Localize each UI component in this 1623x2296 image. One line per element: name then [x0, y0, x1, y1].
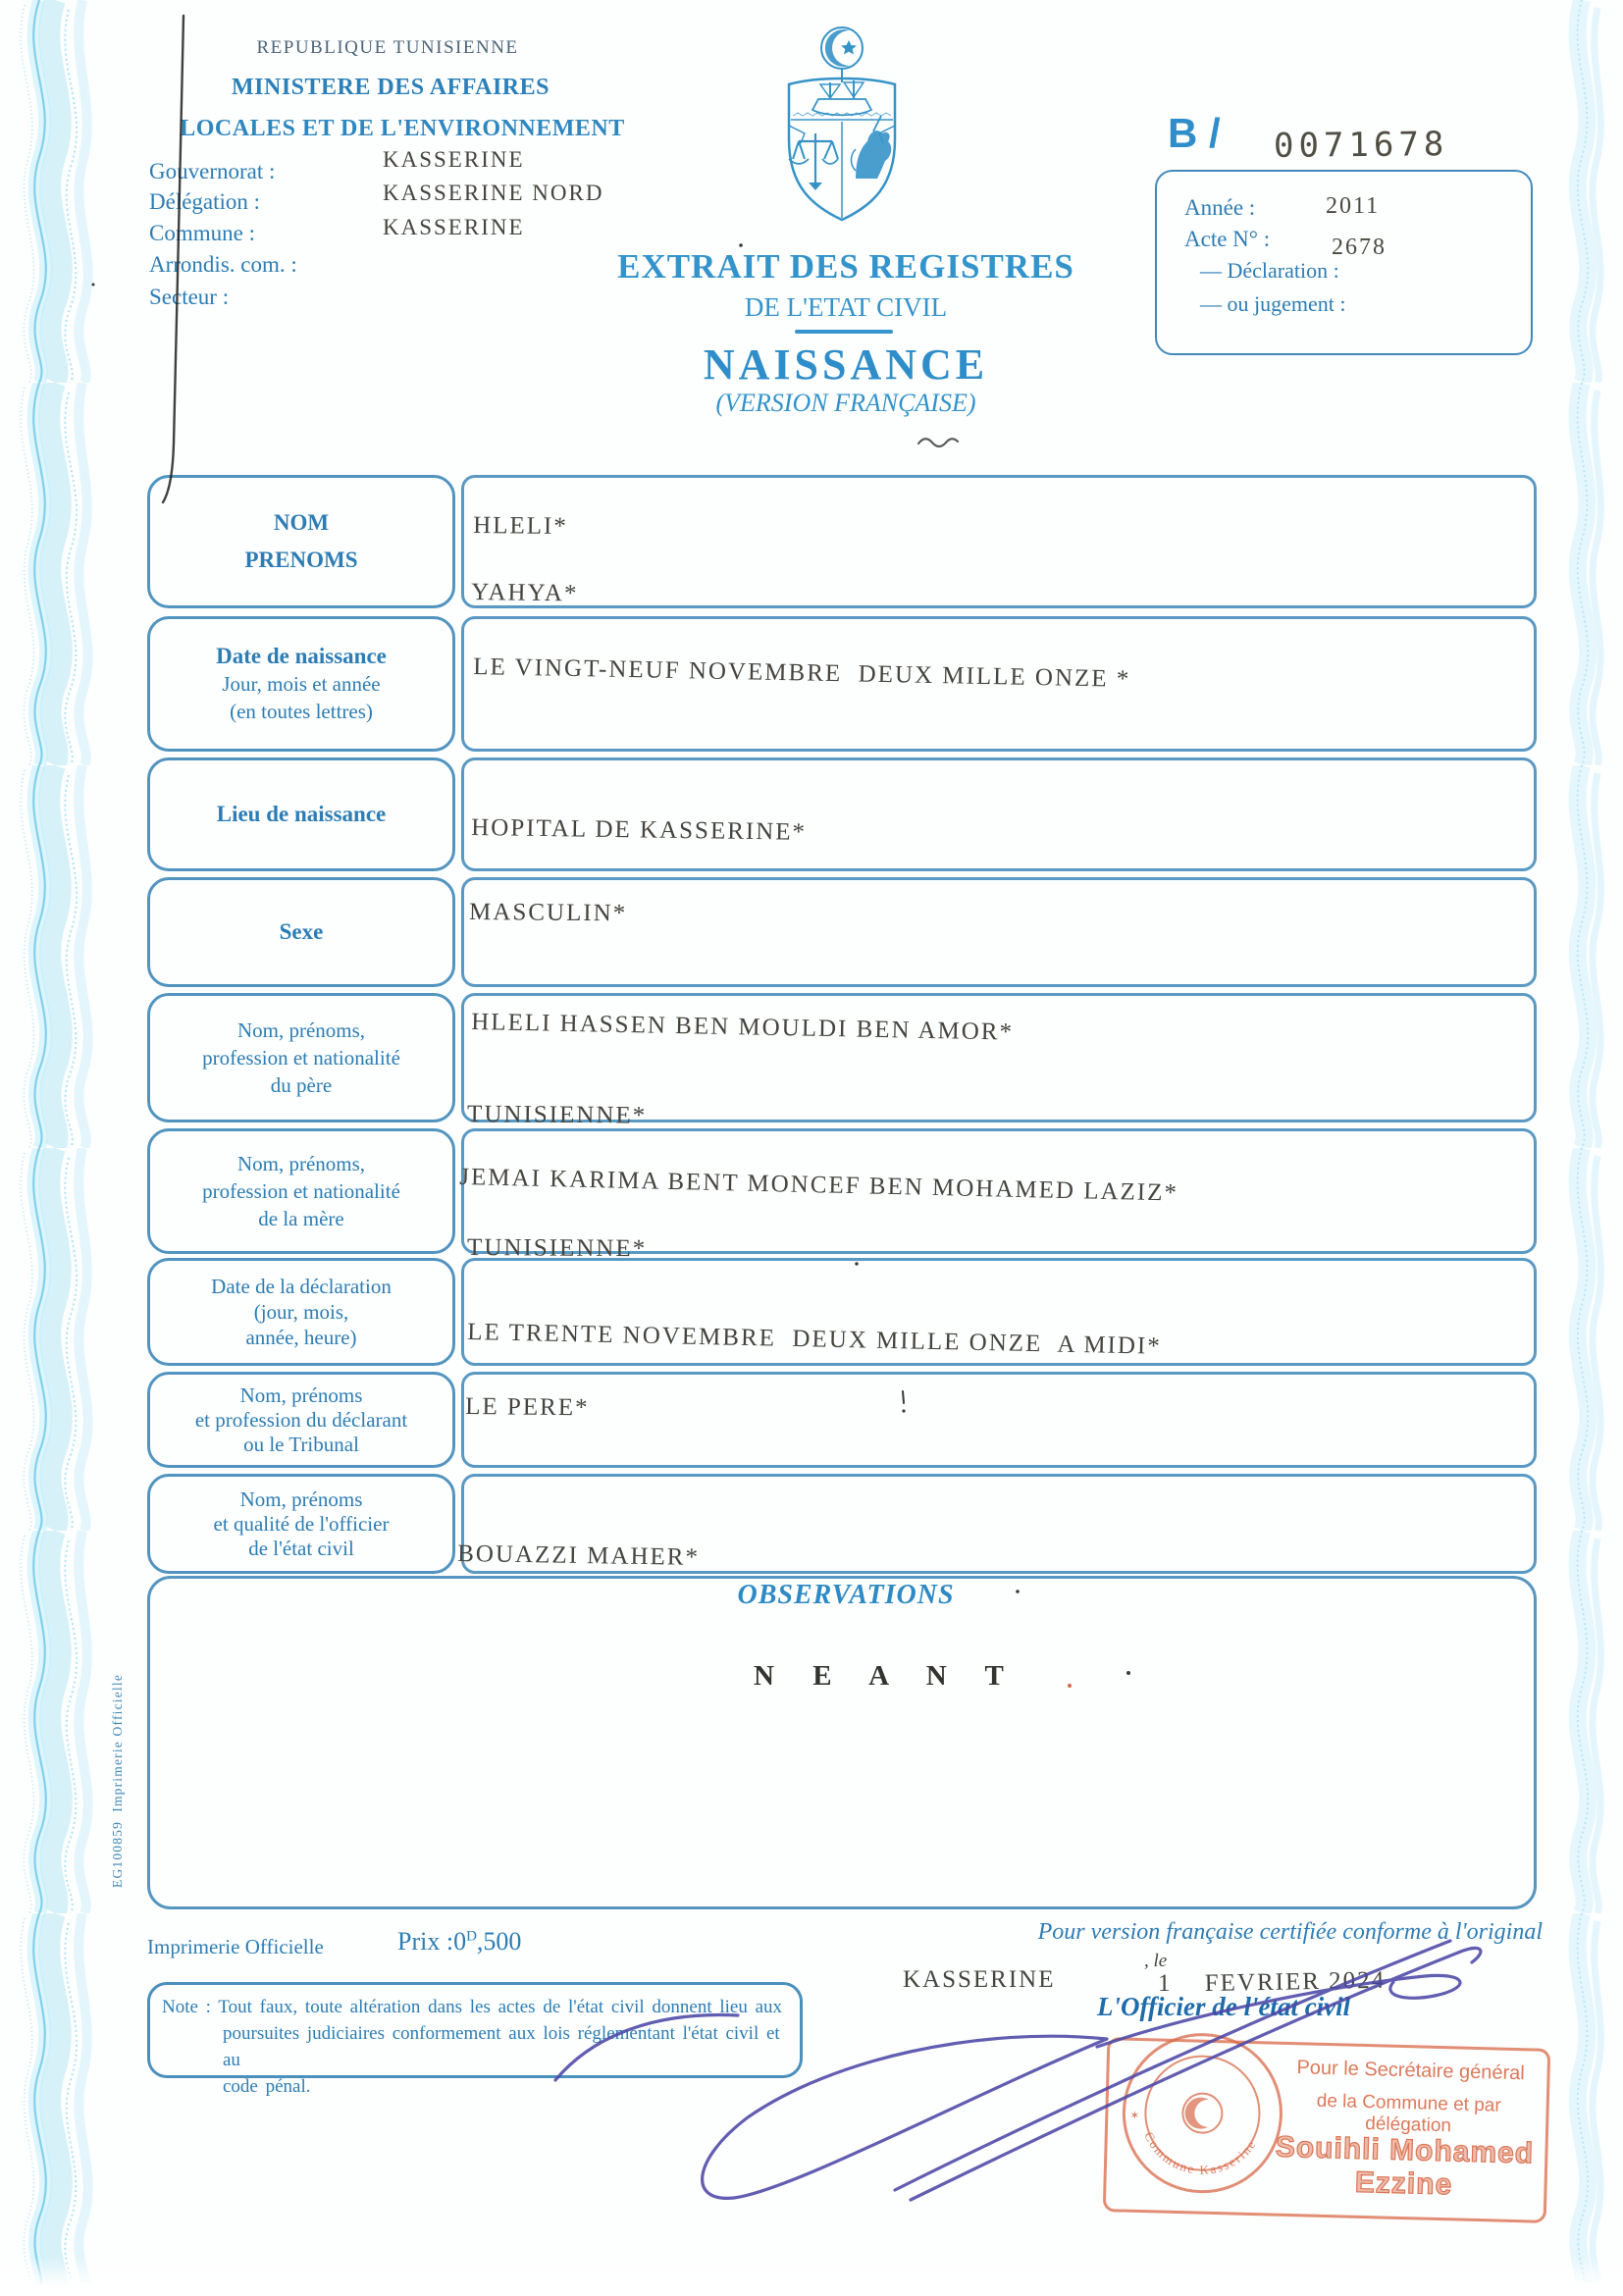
stamp-line2: de la Commune et par délégation — [1316, 2090, 1501, 2137]
field-label-lieu-naissance — [147, 757, 455, 871]
note-line: code pénal. — [223, 2076, 311, 2097]
value-lieu-naissance: HOPITAL DE KASSERINE* — [471, 814, 808, 846]
serial-prefix: B / — [1168, 110, 1221, 156]
field-label-line: NOM — [273, 510, 330, 535]
field-label-declarant — [147, 1372, 455, 1468]
official-stamp — [1103, 2037, 1551, 2223]
field-label-line: (jour, mois, — [253, 1300, 349, 1324]
republic-title: REPUBLIQUE TUNISIENNE — [256, 37, 519, 58]
note-line: Note : Tout faux, toute altération dans les actes de l'état civil donnent lieu aux — [162, 1997, 783, 2017]
field-label-line: (en toutes lettres) — [230, 700, 373, 723]
label-commune: Commune : — [149, 221, 255, 245]
prix-superscript: D — [466, 1928, 477, 1945]
stamp-line1: Pour le Secrétaire général — [1296, 2057, 1526, 2085]
field-label-line: Sexe — [279, 919, 324, 944]
field-value-box-declarant — [461, 1372, 1537, 1468]
field-label-line: année, heure) — [245, 1326, 357, 1349]
observations-value: N E A N T — [754, 1660, 1020, 1692]
field-label-line: Nom, prénoms, — [236, 1152, 366, 1175]
certification-place: KASSERINE — [903, 1966, 1056, 1993]
field-label-date-naissance — [147, 616, 455, 752]
label-delegation: Délégation : — [149, 189, 261, 214]
value-pere: HLELI HASSEN BEN MOULDI BEN AMOR* — [471, 1009, 1015, 1046]
field-label-line: Jour, mois et année — [222, 672, 381, 696]
document-title: EXTRAIT DES REGISTRES — [617, 247, 1074, 286]
field-label-officier — [147, 1474, 455, 1574]
field-label-mere — [147, 1128, 455, 1254]
act-type-title: NAISSANCE — [703, 340, 989, 389]
field-label-line: et qualité de l'officier — [213, 1511, 390, 1536]
imprimerie-label: Imprimerie Officielle — [147, 1935, 324, 1958]
certification-statement: Pour version française certifiée conforme à l'original — [1037, 1919, 1543, 1945]
field-label-line: Nom, prénoms — [239, 1383, 363, 1407]
field-label-line: et profession du déclarant — [194, 1407, 408, 1432]
value-delegation: KASSERINE NORD — [383, 181, 604, 205]
stamp-signatory-name: Souihli Mohamed Ezzine — [1275, 2130, 1535, 2202]
stamp-seal-icon — [1112, 2024, 1293, 2206]
guilloche-right-strip — [1546, 0, 1617, 2296]
field-label-line: de la mère — [258, 1207, 344, 1230]
field-label-line: de l'état civil — [248, 1536, 354, 1560]
value-nationalite-pere: TUNISIENNE* — [467, 1101, 648, 1129]
annee-value: 2011 — [1326, 193, 1381, 219]
serial-number: 0071678 — [1273, 125, 1449, 166]
field-label-date-declaration — [147, 1258, 455, 1366]
label-gouvernorat: Gouvernorat : — [149, 159, 276, 183]
seal-text: Commune Kasserine — [1141, 2129, 1260, 2178]
field-label-line: Nom, prénoms — [239, 1487, 363, 1511]
value-prenom: YAHYA* — [471, 579, 579, 607]
value-mere: JEMAI KARIMA BENT MONCEF BEN MOHAMED LAZIZ* — [459, 1164, 1179, 1207]
officer-signature-title: L'Officier de l'état civil — [1097, 1992, 1351, 2021]
field-label-line: Nom, prénoms, — [236, 1018, 366, 1042]
label-arrondissement: Arrondis. com. : — [149, 252, 297, 277]
value-declarant: LE PERE* — [465, 1393, 590, 1422]
acte-numero-value: 2678 — [1332, 235, 1387, 260]
field-label-line: ou le Tribunal — [243, 1432, 359, 1456]
field-label-line: PRENOMS — [244, 548, 358, 572]
field-label-sexe — [147, 877, 455, 987]
field-label-nom-prenoms — [147, 475, 455, 608]
small-squiggle-mark — [918, 439, 958, 446]
certification-date-day: 1 — [1158, 1970, 1173, 1997]
value-officier: BOUAZZI MAHER* — [457, 1540, 701, 1571]
observations-title: OBSERVATIONS — [737, 1580, 955, 1610]
note-line: poursuites judiciaires conformement aux lois réglementant l'état civil et au — [223, 2023, 780, 2070]
value-date-naissance: LE VINGT-NEUF NOVEMBRE DEUX MILLE ONZE * — [473, 653, 1131, 693]
value-nationalite-mere: TUNISIENNE* — [467, 1234, 648, 1263]
value-gouvernorat: KASSERINE — [383, 147, 525, 172]
prix-decimals: ,500 — [476, 1927, 522, 1956]
document-subtitle: DE L'ETAT CIVIL — [744, 292, 948, 322]
observations-box — [147, 1576, 1537, 1909]
field-label-line: Date de la déclaration — [211, 1275, 392, 1298]
field-value-box-sexe — [461, 877, 1537, 987]
ministry-line2: LOCALES ET DE L'ENVIRONNEMENT — [180, 116, 625, 141]
field-label-pere — [147, 993, 455, 1122]
subtitle-underline — [795, 330, 893, 334]
tunisia-coat-of-arms-icon — [777, 24, 907, 225]
prix-label — [397, 1927, 521, 1957]
annee-label: Année : — [1184, 195, 1256, 220]
field-label-line: profession et nationalité — [202, 1179, 400, 1203]
svg-text:Commune Kasserine — [1140, 2129, 1260, 2179]
acte-numero-label: Acte N° : — [1184, 227, 1271, 251]
declaration-label: — Déclaration : — [1200, 258, 1339, 283]
seal-star-decoration: ✶ — [1129, 2108, 1140, 2123]
value-nom: HLELI* — [473, 512, 568, 541]
field-value-box-nom-prenoms — [461, 475, 1537, 608]
version-subtitle: (VERSION FRANÇAISE) — [715, 389, 976, 417]
prix-text: Prix :0 — [397, 1927, 467, 1956]
jugement-label: — ou jugement : — [1200, 291, 1346, 316]
legal-note-box — [147, 1982, 803, 2097]
field-value-box-lieu-naissance — [461, 757, 1537, 871]
field-label-line: du père — [270, 1073, 333, 1097]
label-secteur: Secteur : — [149, 285, 230, 309]
ministry-line1: MINISTERE DES AFFAIRES — [232, 75, 550, 100]
guilloche-bottom-fade — [0, 2257, 1623, 2296]
field-label-line: Date de naissance — [216, 644, 387, 668]
value-date-declaration: LE TRENTE NOVEMBRE DEUX MILLE ONZE A MIDI* — [467, 1319, 1163, 1360]
certification-date: FEVRIER 2024 — [1204, 1966, 1387, 1998]
value-commune: KASSERINE — [383, 215, 525, 239]
printer-code-vertical: EG100859 Imprimerie Officielle — [110, 1673, 125, 1888]
field-label-line: Lieu de naissance — [216, 802, 387, 826]
field-label-line: profession et nationalité — [202, 1046, 400, 1070]
value-sexe: MASCULIN* — [469, 899, 628, 927]
le-label: , le — [1144, 1951, 1168, 1971]
guilloche-left-strip — [0, 0, 110, 2296]
